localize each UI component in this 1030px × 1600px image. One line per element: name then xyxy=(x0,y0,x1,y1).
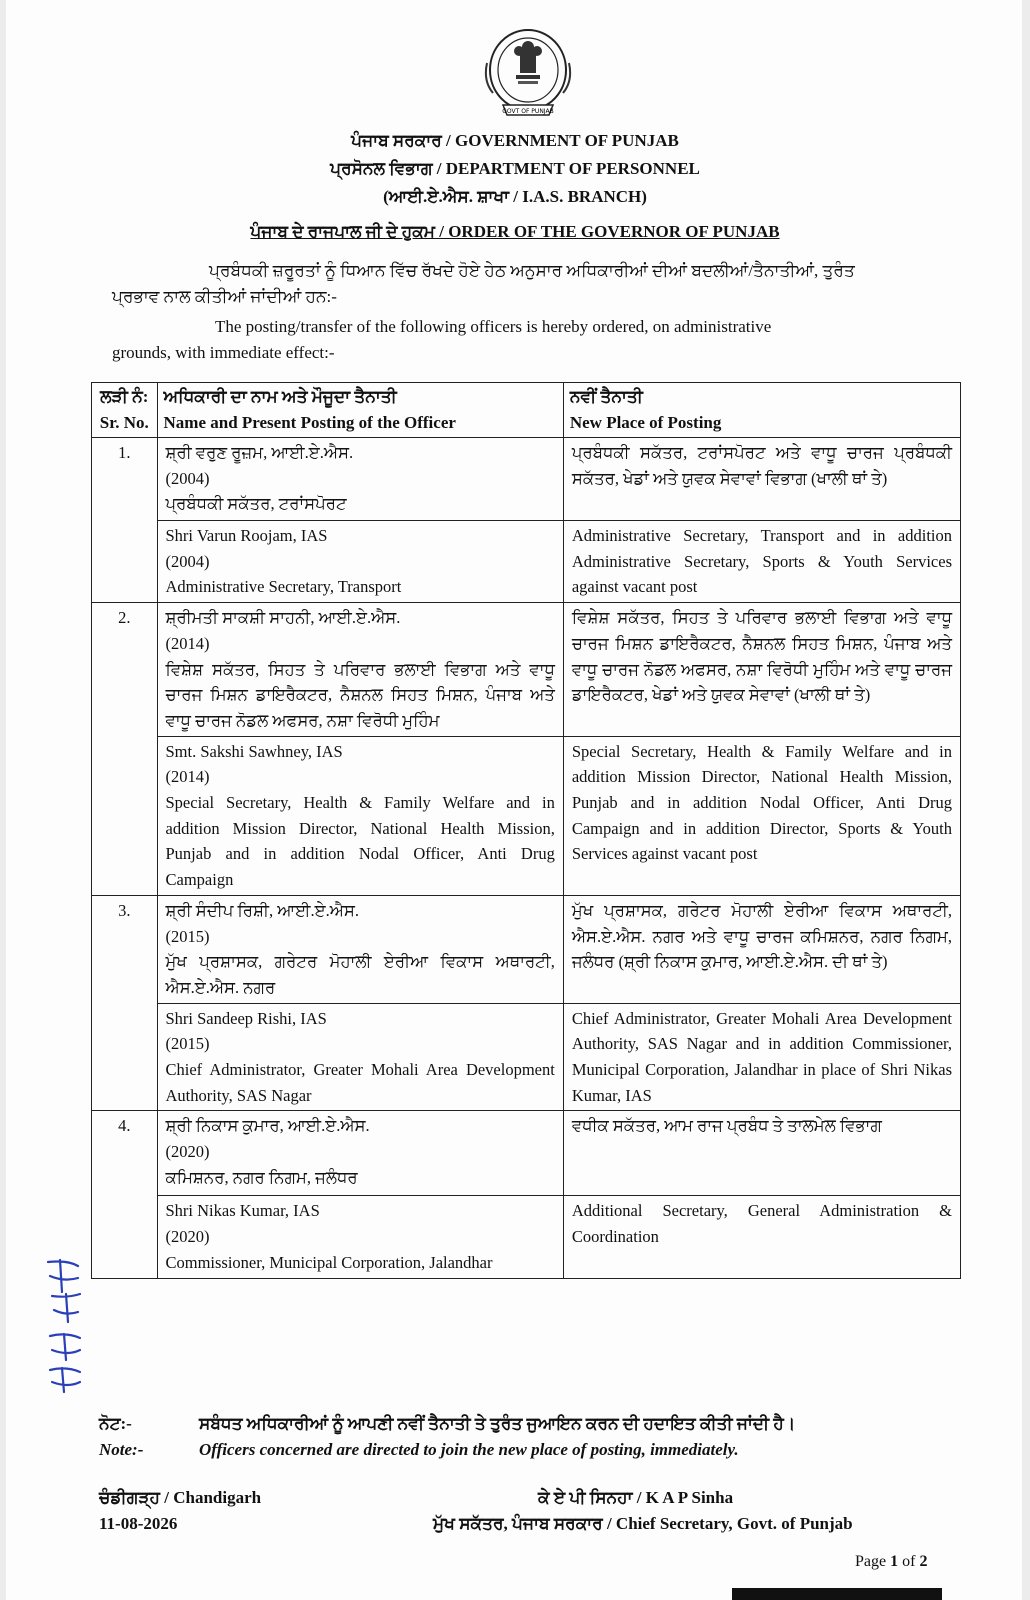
intro-english-line1: The posting/transfer of the following officers is hereby ordered, on administrative xyxy=(215,317,772,336)
table-header-row xyxy=(92,383,961,438)
new-posting-punjabi: ਵਿਸ਼ੇਸ਼ ਸਕੱਤਰ, ਸਿਹਤ ਤੇ ਪਰਿਵਾਰ ਭਲਾਈ ਵਿਭਾਗ ਅਤੇ ਵਾਧੂ ਚਾਰਜ ਮਿਸ਼ਨ ਡਾਇਰੈਕਟਰ, ਨੈਸ਼ਨਲ ਸਿਹਤ ਮਿਸ਼ਨ, ਪੰਜਾਬ ਅਤੇ ਵਾਧੂ ਚਾਰਜ ਨੋਡਲ ਅਫਸਰ, ਨਸ਼ਾ ਵਿਰੋਧੀ ਮੁਹਿੰਮ ਅਤੇ ਵਾਧੂ ਚਾਰਜ ਡਾਇਰੈਕਟਰ, ਖੇਡਾਂ ਅਤੇ ਯੁਵਕ ਸੇਵਾਵਾਂ (ਖਾਲੀ ਥਾਂ ਤੇ) xyxy=(563,603,960,737)
intro-english-line2: grounds, with immediate effect:- xyxy=(112,343,335,362)
intro-punjabi-line1: ਪ੍ਰਬੰਧਕੀ ਜ਼ਰੂਰਤਾਂ ਨੂੰ ਧਿਆਨ ਵਿੱਚ ਰੱਖਦੇ ਹੋਏ ਹੇਠ ਅਨੁਸਾਰ ਅਧਿਕਾਰੀਆਂ ਦੀਆਂ ਬਦਲੀਆਂ/ਤੈਨਾਤੀਆਂ, ਤੁਰੰਤ xyxy=(209,261,855,280)
officer-punjabi: ਸ਼੍ਰੀਮਤੀ ਸਾਕਸ਼ੀ ਸਾਹਨੀ, ਆਈ.ਏ.ਐਸ. (2014) ਵਿਸ਼ੇਸ਼ ਸਕੱਤਰ, ਸਿਹਤ ਤੇ ਪਰਿਵਾਰ ਭਲਾਈ ਵਿਭਾਗ ਅਤੇ ਵਾਧੂ ਚਾਰਜ ਮਿਸ਼ਨ ਡਾਇਰੈਕਟਰ, ਨੈਸ਼ਨਲ ਸਿਹਤ ਮਿਸ਼ਨ, ਪੰਜਾਬ ਅਤੇ ਵਾਧੂ ਚਾਰਜ ਨੋਡਲ ਅਫਸਰ, ਨਸ਼ਾ ਵਿਰੋਧੀ ਮੁਹਿੰਮ xyxy=(157,603,563,737)
table-row xyxy=(92,1111,961,1196)
handwritten-margin-note xyxy=(38,1252,90,1400)
officer-english: Shri Nikas Kumar, IAS (2020) Commissioner, Municipal Corporation, Jalandhar xyxy=(157,1196,563,1278)
intro-punjabi-line2: ਪ੍ਰਭਾਵ ਨਾਲ ਕੀਤੀਆਂ ਜਾਂਦੀਆਂ ਹਨ:- xyxy=(112,287,337,306)
sr-no: 2. xyxy=(92,603,158,896)
note-label-punjabi: ਨੋਟ:- xyxy=(99,1414,132,1433)
place: ਚੰਡੀਗੜ੍ਹ / Chandigarh xyxy=(99,1488,262,1507)
header-branch: (ਆਈ.ਏ.ਐਸ. ਸ਼ਾਖਾ / I.A.S. BRANCH) xyxy=(383,187,647,206)
new-posting-punjabi: ਵਧੀਕ ਸਕੱਤਰ, ਆਮ ਰਾਜ ਪ੍ਰਬੰਧ ਤੇ ਤਾਲਮੇਲ ਵਿਭਾਗ xyxy=(563,1111,960,1196)
note-text-punjabi: ਸਬੰਧਤ ਅਧਿਕਾਰੀਆਂ ਨੂੰ ਆਪਣੀ ਨਵੀਂ ਤੈਨਾਤੀ ਤੇ ਤੁਰੰਤ ਜੁਆਇਨ ਕਰਨ ਦੀ ਹਦਾਇਤ ਕੀਤੀ ਜਾਂਦੀ ਹੈ। xyxy=(199,1414,796,1433)
intro-english xyxy=(112,314,940,366)
table-row xyxy=(92,438,961,521)
header-department: ਪ੍ਰਸੋਨਲ ਵਿਭਾਗ / DEPARTMENT OF PERSONNEL xyxy=(330,159,700,178)
table-row xyxy=(92,736,961,895)
officer-punjabi: ਸ਼੍ਰੀ ਵਰੁਣ ਰੂਜ਼ਮ, ਆਈ.ਏ.ਐਸ. (2004) ਪ੍ਰਬੰਧਕੀ ਸਕੱਤਰ, ਟਰਾਂਸਪੋਰਟ xyxy=(157,438,563,521)
table-row xyxy=(92,1196,961,1278)
new-posting-punjabi: ਮੁੱਖ ਪ੍ਰਸ਼ਾਸਕ, ਗਰੇਟਰ ਮੋਹਾਲੀ ਏਰੀਆ ਵਿਕਾਸ ਅਥਾਰਟੀ, ਐਸ.ਏ.ਐਸ. ਨਗਰ ਅਤੇ ਵਾਧੂ ਚਾਰਜ ਕਮਿਸ਼ਨਰ, ਨਗਰ ਨਿਗਮ, ਜਲੰਧਰ (ਸ਼੍ਰੀ ਨਿਕਾਸ ਕੁਮਾਰ, ਆਈ.ਏ.ਐਸ. ਦੀ ਥਾਂ ਤੇ) xyxy=(563,895,960,1003)
note-text-english: Officers concerned are directed to join the new place of posting, immediately. xyxy=(199,1440,739,1459)
page-edge-bar xyxy=(732,1588,942,1600)
sr-no: 1. xyxy=(92,438,158,603)
officer-english: Shri Varun Roojam, IAS (2004) Administrative Secretary, Transport xyxy=(157,521,563,603)
table-row xyxy=(92,603,961,737)
col-name-header: ਅਧਿਕਾਰੀ ਦਾ ਨਾਮ ਅਤੇ ਮੌਜੂਦਾ ਤੈਨਾਤੀ Name and Present Posting of the Officer xyxy=(157,383,563,438)
svg-text:GOVT OF PUNJAB: GOVT OF PUNJAB xyxy=(502,108,554,115)
officer-punjabi: ਸ਼੍ਰੀ ਸੰਦੀਪ ਰਿਸ਼ੀ, ਆਈ.ਏ.ਐਸ. (2015) ਮੁੱਖ ਪ੍ਰਸ਼ਾਸਕ, ਗਰੇਟਰ ਮੋਹਾਲੀ ਏਰੀਆ ਵਿਕਾਸ ਅਥਾਰਟੀ, ਐਸ.ਏ.ਐਸ. ਨਗਰ xyxy=(157,895,563,1003)
table-row xyxy=(92,521,961,603)
new-posting-punjabi: ਪ੍ਰਬੰਧਕੀ ਸਕੱਤਰ, ਟਰਾਂਸਪੋਰਟ ਅਤੇ ਵਾਧੂ ਚਾਰਜ ਪ੍ਰਬੰਧਕੀ ਸਕੱਤਰ, ਖੇਡਾਂ ਅਤੇ ਯੁਵਕ ਸੇਵਾਵਾਂ ਵਿਭਾਗ (ਖਾਲੀ ਥਾਂ ਤੇ) xyxy=(563,438,960,521)
transfer-table xyxy=(91,382,961,1279)
new-posting-english: Special Secretary, Health & Family Welfare and in addition Mission Director, National Health Mission, Punjab and in addition Nodal Officer, Anti Drug Campaign and in addition Director, Sports & Youth Services against vacant post xyxy=(563,736,960,895)
signatory-name: ਕੇ ਏ ਪੀ ਸਿਨਹਾ / K A P Sinha xyxy=(538,1488,734,1507)
table-row xyxy=(92,1003,961,1111)
intro-punjabi xyxy=(112,258,940,310)
new-posting-english: Chief Administrator, Greater Mohali Area Development Authority, SAS Nagar and in addition Commissioner, Municipal Corporation, Jalandhar in place of Shri Nikas Kumar, IAS xyxy=(563,1003,960,1111)
new-posting-english: Administrative Secretary, Transport and in addition Administrative Secretary, Sports & Youth Services against vacant post xyxy=(563,521,960,603)
sr-no: 4. xyxy=(92,1111,158,1278)
table-row xyxy=(92,895,961,1003)
officer-english: Smt. Sakshi Sawhney, IAS (2014) Special Secretary, Health & Family Welfare and in addition Mission Director, National Health Mission, Punjab and in addition Nodal Officer, Anti Drug Campaign xyxy=(157,736,563,895)
officer-punjabi: ਸ਼੍ਰੀ ਨਿਕਾਸ ਕੁਮਾਰ, ਆਈ.ਏ.ਐਸ. (2020) ਕਮਿਸ਼ਨਰ, ਨਗਰ ਨਿਗਮ, ਜਲੰਧਰ xyxy=(157,1111,563,1196)
new-posting-english: Additional Secretary, General Administration & Coordination xyxy=(563,1196,960,1278)
col-sr-header: ਲੜੀ ਨੰ: Sr. No. xyxy=(92,383,158,438)
state-emblem-icon xyxy=(473,23,583,123)
note-label-english: Note:- xyxy=(99,1440,144,1459)
sr-no: 3. xyxy=(92,895,158,1111)
page-number: Page 1 of 2 xyxy=(855,1553,928,1570)
officer-english: Shri Sandeep Rishi, IAS (2015) Chief Administrator, Greater Mohali Area Development Authority, SAS Nagar xyxy=(157,1003,563,1111)
col-new-header: ਨਵੀਂ ਤੈਨਾਤੀ New Place of Posting xyxy=(563,383,960,438)
date: 11-08-2026 xyxy=(99,1514,178,1533)
order-title: ਪੰਜਾਬ ਦੇ ਰਾਜਪਾਲ ਜੀ ਦੇ ਹੁਕਮ / ORDER OF THE GOVERNOR OF PUNJAB xyxy=(250,222,780,241)
signatory-designation: ਮੁੱਖ ਸਕੱਤਰ, ਪੰਜਾਬ ਸਰਕਾਰ / Chief Secretary, Govt. of Punjab xyxy=(433,1514,853,1533)
header-government: ਪੰਜਾਬ ਸਰਕਾਰ / GOVERNMENT OF PUNJAB xyxy=(351,131,679,150)
